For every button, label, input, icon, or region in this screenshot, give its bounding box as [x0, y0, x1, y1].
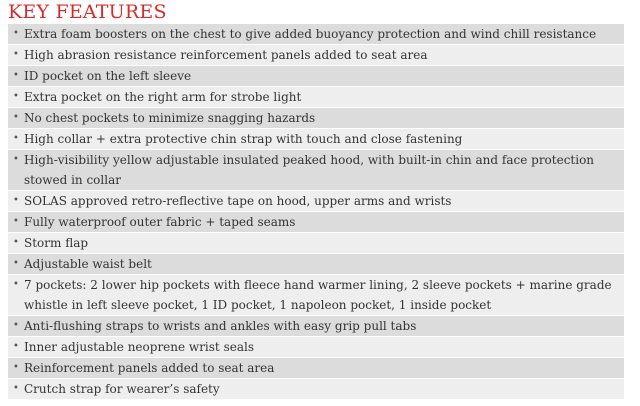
feature-text: High-visibility yellow adjustable insulated peaked hood, with built-in chin and face protection stowed in collar: [24, 153, 595, 187]
bullet-icon: •: [13, 70, 19, 81]
feature-item-4: [8, 87, 624, 107]
bullet-icon: •: [13, 341, 19, 352]
feature-item-5: [8, 108, 624, 128]
bullet-icon: •: [13, 258, 19, 269]
bullet-icon: •: [13, 154, 19, 165]
feature-item-3: [8, 66, 624, 86]
feature-text: Adjustable waist belt: [24, 257, 152, 271]
feature-item-10: [8, 233, 624, 253]
bullet-icon: •: [13, 91, 19, 102]
feature-text: Extra pocket on the right arm for strobe light: [24, 90, 302, 104]
feature-item-15: [8, 358, 624, 378]
feature-text: SOLAS approved retro-reflective tape on hood, upper arms and wrists: [24, 194, 452, 208]
bullet-icon: •: [13, 362, 19, 373]
feature-text: High abrasion resistance reinforcement panels added to seat area: [24, 48, 428, 62]
feature-item-2: [8, 45, 624, 65]
feature-text: Extra foam boosters on the chest to give added buoyancy protection and wind chill resistance: [24, 27, 597, 41]
bullet-icon: •: [13, 216, 19, 227]
bullet-icon: •: [13, 320, 19, 331]
bullet-icon: •: [13, 383, 19, 394]
feature-text: No chest pockets to minimize snagging hazards: [24, 111, 316, 125]
bullet-icon: •: [13, 237, 19, 248]
feature-text: Crutch strap for wearer’s safety: [24, 382, 220, 396]
feature-item-13: [8, 316, 624, 336]
feature-item-14: [8, 337, 624, 357]
bullet-icon: •: [13, 195, 19, 206]
feature-text: Storm flap: [24, 236, 89, 250]
feature-text: Reinforcement panels added to seat area: [24, 361, 275, 375]
feature-item-6: [8, 129, 624, 149]
feature-item-1: [8, 24, 624, 44]
feature-item-12: [8, 275, 624, 315]
bullet-icon: •: [13, 133, 19, 144]
feature-text: Inner adjustable neoprene wrist seals: [24, 340, 254, 354]
bullet-icon: •: [13, 279, 19, 290]
feature-text: 7 pockets: 2 lower hip pockets with fleece hand warmer lining, 2 sleeve pockets + marine grade whistle in left sleeve pocket, 1 ID pocket, 1 napoleon pocket, 1 inside pocket: [24, 278, 612, 312]
page-title: KEY FEATURES: [8, 1, 167, 23]
bullet-icon: •: [13, 49, 19, 60]
feature-item-9: [8, 212, 624, 232]
feature-item-11: [8, 254, 624, 274]
feature-item-8: [8, 191, 624, 211]
feature-text: Anti-flushing straps to wrists and ankles with easy grip pull tabs: [24, 319, 417, 333]
feature-text: ID pocket on the left sleeve: [24, 69, 192, 83]
bullet-icon: •: [13, 28, 19, 39]
feature-text: Fully waterproof outer fabric + taped seams: [24, 215, 296, 229]
feature-text: High collar + extra protective chin strap with touch and close fastening: [24, 132, 463, 146]
feature-item-7: [8, 150, 624, 190]
feature-item-16: [8, 379, 624, 399]
bullet-icon: •: [13, 112, 19, 123]
features-list: [8, 24, 624, 400]
